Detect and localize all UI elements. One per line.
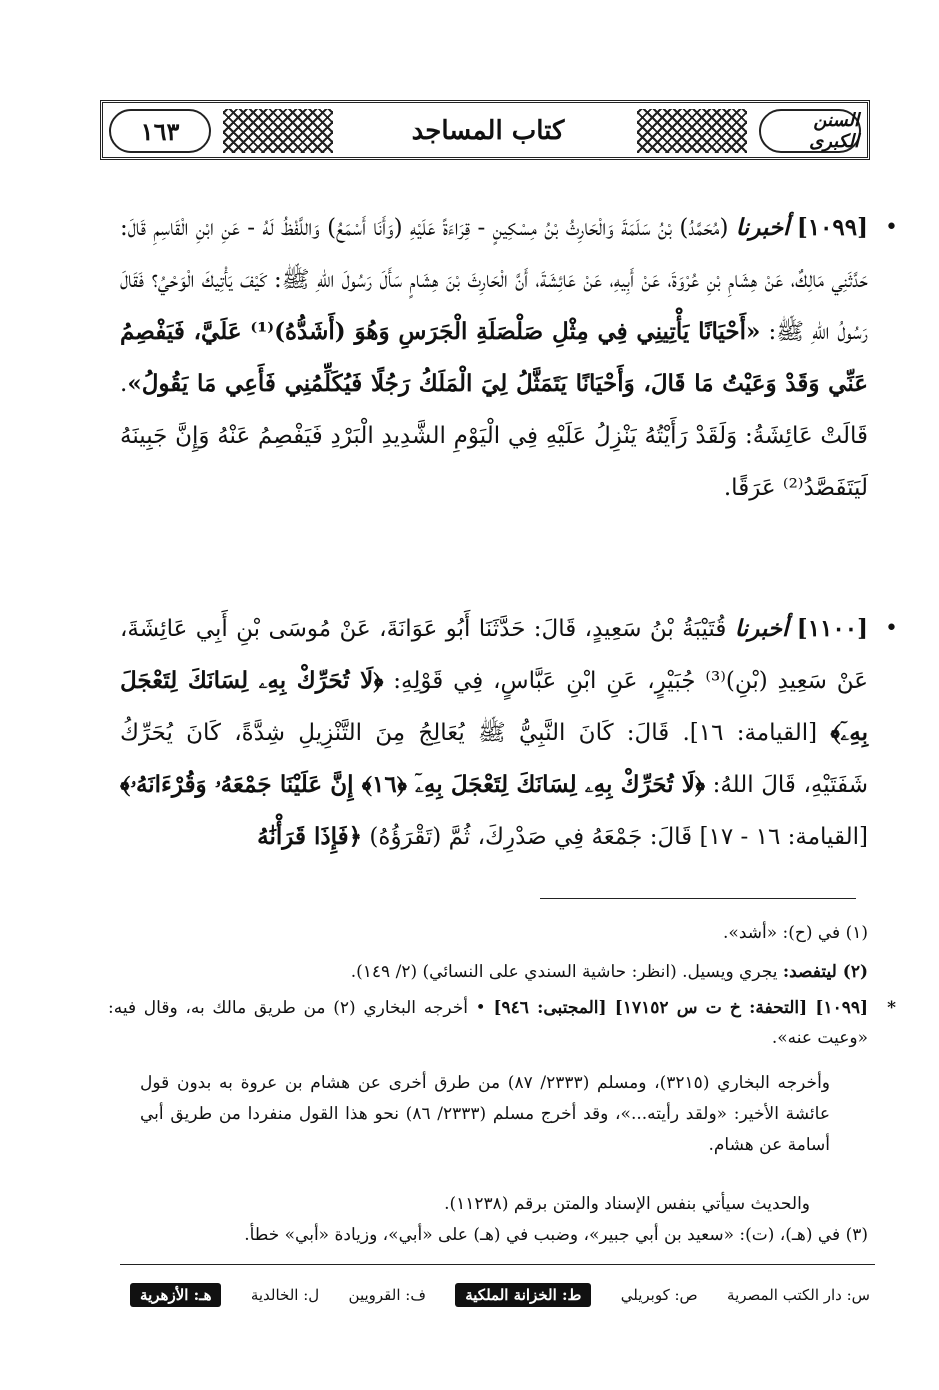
footnote-2-text: يجري ويسيل. (انظر: حاشية السندي على النسائي) (٢/ ١٤٩). [350, 962, 778, 982]
hadith-number: [١١٠٠] [796, 615, 868, 642]
manuscript-sigla [130, 1278, 870, 1312]
siglum-l: ل: الخالدية [250, 1286, 320, 1304]
hadith-text: . قَالَ: كَانَ النَّبِيُّ ﷺ يُعَالِجُ مِنَ التَّنْزِيلِ شِدَّةً، كَانَ يُحَرِّكُ شَفَتَيْهِ، قَالَ اللهُ: [120, 720, 869, 798]
verse-reference: [القيامة: ١٦] [689, 720, 818, 746]
siglum-h: هـ: الأزهرية [130, 1283, 221, 1307]
hadith-bullet: • [885, 215, 898, 240]
page-header [100, 100, 870, 160]
hadith-text: قَالَ: جَمْعَهُ فِي صَدْرِكَ، ثُمَّ (تَقْرَؤُهُ) [369, 824, 693, 850]
takhrij-extra: وأخرجه البخاري (٣٢١٥)، ومسلم (٢٣٣٣/ ٨٧) من طرق أخرى عن هشام بن عروة به بدون قول عائشة الأخير: «ولقد رأيته...»، وقد أخرج مسلم (٢٣٣٣/ ٨٦) نحو هذا القول منفردا من طريق أبي أسامة عن هشام. [140, 1073, 831, 1155]
takhrij-cross-ref: والحديث سيأتي بنفس الإسناد والمتن برقم (١١٢٣٨). [444, 1194, 810, 1214]
footnote-1: (١) في (ح): «أشد». [723, 923, 868, 943]
hadith-bullet: • [885, 616, 898, 641]
footnote-separator [540, 898, 856, 899]
siglum-s2: ص: كوبريلي [620, 1286, 698, 1304]
footnote-2-label: (٢) ليتفصد: [782, 962, 868, 982]
quran-verse: ﴿فَإِذَا قَرَأْنَٰهُ [257, 823, 363, 850]
hadith-continuation: . قَالَتْ عَائِشَةُ: وَلَقَدْ رَأَيْتُهُ يَنْزِلُ عَلَيْهِ فِي الْيَوْمِ الشَّدِيدِ الْبَرْدِ فَيَفْصِمُ عَنْهُ وَإِنَّ جَبِينَهُ لَيَتَفَصَّدُ⁽²⁾ عَرَقًا. [120, 371, 868, 501]
siglum-s: س: دار الكتب المصرية [727, 1286, 870, 1304]
hadith-isnad: قُتَيْبَةُ بْنُ سَعِيدٍ، قَالَ: حَدَّثَنَا أَبُو عَوَانَةَ، عَنْ مُوسَى بْنِ أَبِي عَائِشَةَ، عَنْ سَعِيدِ (بْنِ)⁽³⁾ جُبَيْرٍ، عَنِ ابْنِ عَبَّاسٍ، فِي قَوْلِهِ: [120, 616, 869, 694]
hadith-1100 [120, 603, 898, 863]
hadith-1099 [120, 202, 898, 514]
hadith-akhbarana: أخبرنا [734, 615, 789, 642]
chapter-title: كتاب المساجد [411, 116, 565, 146]
takhrij-ref: [١٠٩٩] [التحفة: خ ت س ١٧١٥٢] [المجتبى: ٩٤٦] [493, 998, 869, 1018]
verse-reference: [القيامة: ١٦ - ١٧] [699, 824, 868, 850]
ornament-left [223, 109, 333, 153]
quran-verse: ﴿لَا تُحَرِّكْ بِهِۦ لِسَانَكَ لِتَعْجَلَ بِهِۦٓ﴾ [120, 667, 868, 746]
hadith-isnad: (مُحَمَّدُ) بْنُ سَلَمَةَ وَالْحَارِثُ بْنُ مِسْكِينٍ - قِرَاءَةً عَلَيْهِ (وَأَنَا أَسْمَعُ) وَاللَّفْظُ لَهُ - عَنِ ابْنِ الْقَاسِمِ قَالَ: حَدَّثَنِي مَالِكٌ، عَنْ هِشَامِ بْنِ عُرْوَةَ، عَنْ أَبِيهِ، عَنْ عَائِشَةَ، أَنَّ الْحَارِثَ بْنَ هِشَامٍ سَأَلَ رَسُولَ اللهِ ﷺ: كَيْفَ يَأْتِيكَ الْوَحْيُ؟ فَقَالَ رَسُولُ اللهِ ﷺ: [120, 215, 868, 345]
siglum-t: ط: الخزانة الملكية [455, 1283, 591, 1307]
hadith-akhbarana: أخبرنا [735, 214, 790, 241]
book-logo: السنن الكبرى [759, 109, 861, 153]
takhrij-text: • أخرجه البخاري (٢) من طريق مالك به، وقال فيه: «وعيت عنه». [108, 998, 868, 1048]
takhrij-1099 [108, 993, 896, 1053]
page-number: ١٦٣ [109, 109, 211, 153]
sigla-separator [120, 1264, 875, 1265]
star-marker: * [887, 998, 896, 1018]
hadith-matn: «أَحْيَانًا يَأْتِينِي فِي مِثْلِ صَلْصَلَةِ الْجَرَسِ وَهُوَ (أَشَدُّهُ)⁽¹⁾ عَلَيَّ، فَيَفْصِمُ عَنِّي وَقَدْ وَعَيْتُ مَا قَالَ، وَأَحْيَانًا يَتَمَثَّلُ لِيَ الْمَلَكُ رَجُلًا فَيُكَلِّمُنِي فَأَعِي مَا يَقُولُ» [120, 318, 868, 397]
footnote-3: (٣) في (هـ)، (ت): «سعيد بن أبي جبير»، وضبب في (هـ) على «أبي»، وزيادة «أبي» خطأ. [244, 1225, 868, 1245]
siglum-f: ف: القرويين [348, 1286, 426, 1304]
footnote-2 [108, 957, 868, 987]
ornament-right [637, 109, 747, 153]
hadith-number: [١٠٩٩] [796, 214, 869, 241]
quran-verse: ﴿لَا تُحَرِّكْ بِهِۦ لِسَانَكَ لِتَعْجَلَ بِهِۦٓ ﴿١٦﴾ إِنَّ عَلَيْنَا جَمْعَهُۥ وَقُرْءَانَهُۥ﴾ [120, 771, 706, 798]
